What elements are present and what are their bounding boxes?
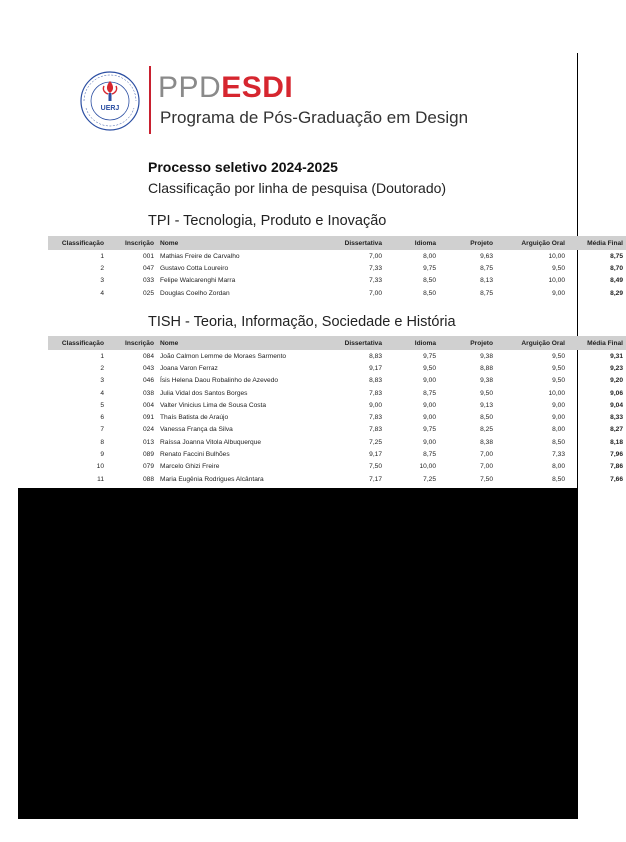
cell-projeto: 9,63 — [480, 252, 493, 260]
table-row — [48, 461, 626, 473]
cell-idioma: 9,00 — [423, 401, 436, 409]
cell-dissertativa: 7,83 — [369, 414, 382, 422]
cell-nome: Ísis Helena Daou Robalinho de Azevedo — [160, 377, 279, 385]
cell-classificacao: 10 — [96, 463, 104, 471]
cell-dissertativa: 7,50 — [369, 463, 382, 471]
col-header-media: Média Final — [587, 339, 623, 347]
cell-nome: Mathias Freire de Carvalho — [160, 252, 240, 260]
cell-inscricao: 079 — [142, 463, 154, 471]
cell-projeto: 8,13 — [480, 277, 493, 285]
cell-arguicao: 9,50 — [552, 352, 565, 360]
cell-idioma: 9,50 — [423, 364, 436, 372]
cell-projeto: 8,50 — [480, 414, 493, 422]
cell-arguicao: 10,00 — [548, 389, 565, 397]
cell-projeto: 8,38 — [480, 438, 493, 446]
brand-ppd: PPD — [158, 71, 222, 104]
cell-dissertativa: 7,00 — [369, 289, 382, 297]
cell-arguicao: 9,50 — [552, 364, 565, 372]
cell-media-final: 7,86 — [610, 463, 623, 471]
cell-inscricao: 047 — [142, 264, 154, 272]
cell-classificacao: 5 — [100, 401, 104, 409]
cell-arguicao: 10,00 — [548, 277, 565, 285]
cell-media-final: 9,20 — [610, 377, 623, 385]
table-row — [48, 275, 626, 287]
cell-idioma: 8,75 — [423, 389, 436, 397]
table-row — [48, 250, 626, 262]
cell-dissertativa: 9,17 — [369, 364, 382, 372]
cell-dissertativa: 9,17 — [369, 451, 382, 459]
cell-dissertativa: 7,83 — [369, 389, 382, 397]
cell-media-final: 9,31 — [610, 352, 623, 360]
cell-media-final: 8,18 — [610, 438, 623, 446]
cell-idioma: 8,75 — [423, 451, 436, 459]
redacted-area — [18, 488, 578, 819]
document-title: Processo seletivo 2024-2025 — [148, 159, 338, 175]
logo-divider — [149, 66, 151, 134]
cell-projeto: 9,13 — [480, 401, 493, 409]
university-seal-icon — [78, 68, 142, 132]
cell-inscricao: 046 — [142, 377, 154, 385]
document-subtitle: Classificação por linha de pesquisa (Doutorado) — [148, 180, 447, 196]
cell-idioma: 9,00 — [423, 438, 436, 446]
cell-classificacao: 3 — [100, 277, 104, 285]
cell-inscricao: 091 — [142, 414, 154, 422]
cell-classificacao: 3 — [100, 377, 104, 385]
cell-arguicao: 8,50 — [552, 475, 565, 483]
cell-inscricao: 025 — [142, 289, 154, 297]
cell-classificacao: 8 — [100, 438, 104, 446]
cell-projeto: 8,25 — [480, 426, 493, 434]
cell-idioma: 9,75 — [423, 264, 436, 272]
table-row — [48, 399, 626, 411]
cell-media-final: 8,75 — [610, 252, 623, 260]
cell-nome: Vanessa França da Silva — [160, 426, 233, 434]
cell-media-final: 9,04 — [610, 401, 623, 409]
table-row — [48, 473, 626, 485]
table-header-row — [48, 336, 626, 350]
cell-classificacao: 6 — [100, 414, 104, 422]
cell-inscricao: 013 — [142, 438, 154, 446]
cell-nome: Julia Vidal dos Santos Borges — [160, 389, 248, 397]
col-header-dissertativa: Dissertativa — [344, 239, 382, 247]
cell-nome: Joana Varon Ferraz — [160, 364, 218, 372]
cell-inscricao: 084 — [142, 352, 154, 360]
cell-arguicao: 7,33 — [552, 451, 565, 459]
cell-media-final: 8,49 — [610, 277, 623, 285]
table-row — [48, 287, 626, 299]
ranking-table-tpi — [48, 236, 626, 299]
cell-dissertativa: 8,83 — [369, 377, 382, 385]
cell-media-final: 9,06 — [610, 389, 623, 397]
cell-nome: João Calmon Lemme de Moraes Sarmento — [160, 352, 287, 360]
cell-media-final: 8,29 — [610, 289, 623, 297]
cell-idioma: 9,75 — [423, 426, 436, 434]
cell-media-final: 8,27 — [610, 426, 623, 434]
cell-dissertativa: 9,00 — [369, 401, 382, 409]
cell-arguicao: 9,00 — [552, 289, 565, 297]
cell-dissertativa: 8,83 — [369, 352, 382, 360]
cell-media-final: 7,96 — [610, 451, 623, 459]
cell-classificacao: 1 — [100, 352, 104, 360]
table-row — [48, 262, 626, 274]
cell-nome: Marcelo Ghizi Freire — [160, 463, 220, 471]
table-header-row — [48, 236, 626, 250]
col-header-idioma: Idioma — [414, 239, 436, 247]
cell-projeto: 8,75 — [480, 289, 493, 297]
cell-projeto: 9,50 — [480, 389, 493, 397]
col-header-nome: Nome — [160, 239, 179, 247]
cell-dissertativa: 7,25 — [369, 438, 382, 446]
cell-inscricao: 033 — [142, 277, 154, 285]
cell-idioma: 8,50 — [423, 289, 436, 297]
cell-classificacao: 2 — [100, 264, 104, 272]
cell-dissertativa: 7,17 — [369, 475, 382, 483]
brand-esdi: ESDI — [221, 71, 294, 104]
table-row — [48, 436, 626, 448]
cell-dissertativa: 7,00 — [369, 252, 382, 260]
cell-idioma: 8,00 — [423, 252, 436, 260]
cell-idioma: 9,00 — [423, 414, 436, 422]
cell-arguicao: 10,00 — [548, 252, 565, 260]
ranking-table-tish — [48, 336, 626, 485]
cell-dissertativa: 7,33 — [369, 264, 382, 272]
cell-nome: Gustavo Cotta Loureiro — [160, 264, 229, 272]
table-row — [48, 362, 626, 374]
cell-media-final: 9,23 — [610, 364, 623, 372]
cell-media-final: 8,33 — [610, 414, 623, 422]
program-name: Programa de Pós-Graduação em Design — [160, 108, 469, 127]
cell-dissertativa: 7,33 — [369, 277, 382, 285]
cell-nome: Felipe Walcarenghi Marra — [160, 277, 236, 285]
table-row — [48, 387, 626, 399]
col-header-classificacao: Classificação — [61, 239, 104, 247]
table-row — [48, 375, 626, 387]
cell-inscricao: 004 — [142, 401, 154, 409]
col-header-media: Média Final — [587, 239, 623, 247]
col-header-idioma: Idioma — [414, 339, 436, 347]
table-row — [48, 411, 626, 423]
cell-idioma: 9,75 — [423, 352, 436, 360]
cell-idioma: 7,25 — [423, 475, 436, 483]
cell-idioma: 8,50 — [423, 277, 436, 285]
cell-media-final: 8,70 — [610, 264, 623, 272]
table-row — [48, 424, 626, 436]
cell-inscricao: 038 — [142, 389, 154, 397]
cell-projeto: 7,00 — [480, 463, 493, 471]
cell-arguicao: 8,00 — [552, 463, 565, 471]
col-header-arguicao: Arguição Oral — [521, 239, 565, 247]
section-title-tish: TISH - Teoria, Informação, Sociedade e História — [148, 314, 456, 330]
cell-nome: Valter Vinicius Lima de Sousa Costa — [160, 401, 267, 409]
col-header-inscricao: Inscrição — [125, 339, 154, 347]
cell-projeto: 9,38 — [480, 377, 493, 385]
cell-classificacao: 2 — [100, 364, 104, 372]
brand-logo — [158, 70, 293, 106]
cell-arguicao: 9,00 — [552, 401, 565, 409]
table-row — [48, 350, 626, 362]
cell-idioma: 10,00 — [419, 463, 436, 471]
col-header-dissertativa: Dissertativa — [344, 339, 382, 347]
col-header-arguicao: Arguição Oral — [521, 339, 565, 347]
cell-projeto: 8,88 — [480, 364, 493, 372]
col-header-projeto: Projeto — [470, 339, 493, 347]
col-header-nome: Nome — [160, 339, 179, 347]
cell-projeto: 8,75 — [480, 264, 493, 272]
cell-arguicao: 9,50 — [552, 377, 565, 385]
cell-classificacao: 1 — [100, 252, 104, 260]
seal-text: UERJ — [100, 105, 120, 112]
cell-classificacao: 7 — [100, 426, 104, 434]
cell-arguicao: 8,00 — [552, 426, 565, 434]
col-header-inscricao: Inscrição — [125, 239, 154, 247]
cell-classificacao: 4 — [100, 389, 104, 397]
col-header-classificacao: Classificação — [61, 339, 104, 347]
cell-projeto: 7,00 — [480, 451, 493, 459]
cell-nome: Raíssa Joanna Vitola Albuquerque — [160, 438, 262, 446]
cell-inscricao: 043 — [142, 364, 154, 372]
cell-classificacao: 9 — [100, 451, 104, 459]
cell-dissertativa: 7,83 — [369, 426, 382, 434]
cell-nome: Renato Faccini Bulhões — [160, 451, 230, 459]
cell-arguicao: 8,50 — [552, 438, 565, 446]
table-row — [48, 448, 626, 460]
cell-nome: Thaís Batista de Araújo — [160, 414, 229, 422]
cell-projeto: 7,50 — [480, 475, 493, 483]
cell-media-final: 7,66 — [610, 475, 623, 483]
cell-arguicao: 9,50 — [552, 264, 565, 272]
col-header-projeto: Projeto — [470, 239, 493, 247]
cell-inscricao: 088 — [142, 475, 154, 483]
cell-idioma: 9,00 — [423, 377, 436, 385]
cell-nome: Maria Eugênia Rodrigues Alcântara — [160, 475, 264, 483]
cell-arguicao: 9,00 — [552, 414, 565, 422]
cell-nome: Douglas Coelho Zordan — [160, 289, 230, 297]
section-title-tpi: TPI - Tecnologia, Produto e Inovação — [148, 213, 387, 229]
cell-inscricao: 001 — [142, 252, 154, 260]
cell-inscricao: 089 — [142, 451, 154, 459]
cell-classificacao: 11 — [97, 475, 104, 483]
cell-classificacao: 4 — [100, 289, 104, 297]
cell-projeto: 9,38 — [480, 352, 493, 360]
cell-inscricao: 024 — [142, 426, 154, 434]
